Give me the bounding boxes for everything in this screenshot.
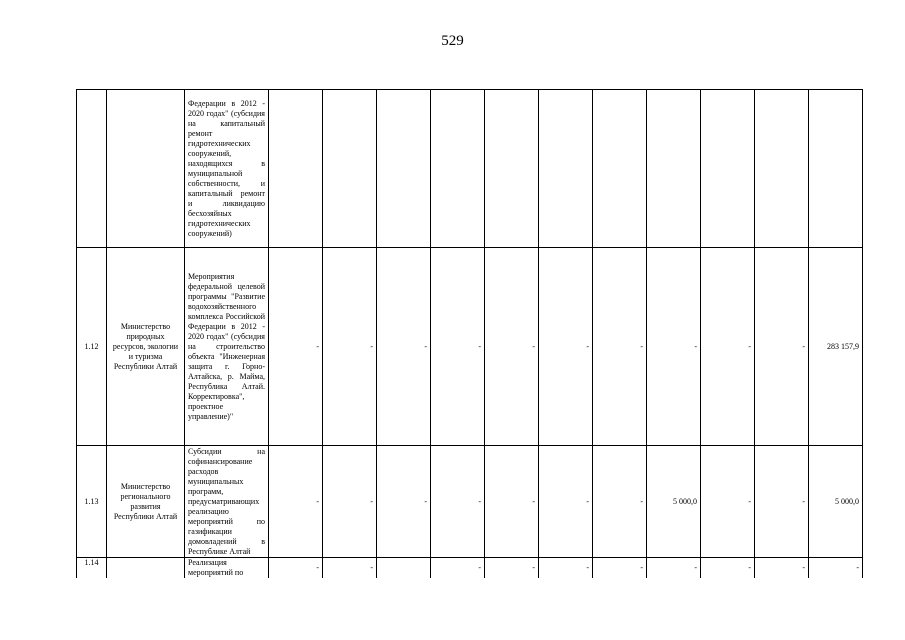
value-cell: - — [593, 558, 647, 579]
value-cell: - — [323, 446, 377, 558]
value-cell — [755, 90, 809, 248]
row-number: 1.14 — [77, 558, 107, 579]
value-cell: - — [755, 558, 809, 579]
value-cell: - — [647, 558, 701, 579]
value-cell: - — [647, 248, 701, 446]
value-cell: - — [377, 248, 431, 446]
value-cell — [377, 90, 431, 248]
description-cell: Реализация мероприятий по — [185, 558, 269, 579]
value-cell — [701, 90, 755, 248]
value-cell — [593, 90, 647, 248]
value-cell — [539, 90, 593, 248]
value-cell: - — [701, 558, 755, 579]
description-cell: Субсидии на софинансирование расходов муниципальных программ, предусматривающих реализацию мероприятий по газификации домовладений в Республике Алтай — [185, 446, 269, 558]
organization-cell — [107, 90, 185, 248]
value-cell: - — [485, 248, 539, 446]
value-cell: - — [593, 446, 647, 558]
value-cell: - — [377, 446, 431, 558]
organization-cell: Министерство регионального развития Республики Алтай — [107, 446, 185, 558]
value-cell — [269, 90, 323, 248]
value-cell: 5 000,0 — [809, 446, 863, 558]
row-number: 1.13 — [77, 446, 107, 558]
value-cell: - — [323, 558, 377, 579]
value-cell: - — [485, 558, 539, 579]
description-cell: Федерации в 2012 - 2020 годах" (субсидия на капитальный ремонт гидротехнических сооружений, находящихся в муниципальной собственности, и капитальный ремонт и ликвидацию бесхозяйных гидротехнических сооружений) — [185, 90, 269, 248]
value-cell: - — [269, 248, 323, 446]
value-cell: - — [431, 446, 485, 558]
value-cell: - — [269, 558, 323, 579]
row-number: 1.12 — [77, 248, 107, 446]
table-row — [77, 558, 863, 579]
value-cell: - — [323, 248, 377, 446]
value-cell — [809, 90, 863, 248]
value-cell — [323, 90, 377, 248]
value-cell: - — [701, 446, 755, 558]
value-cell — [647, 90, 701, 248]
organization-cell — [107, 558, 185, 579]
value-cell: - — [755, 446, 809, 558]
value-cell: - — [809, 558, 863, 579]
page-number: 529 — [441, 33, 464, 49]
description-cell: Мероприятия федеральной целевой программы "Развитие водохозяйственного комплекса Российской Федерации в 2012 - 2020 годах" (субсидия на строительство объекта "Инженерная защита г. Горно-Алтайска, р. Майма, Республика Алтай. Корректировка", проектное управление)" — [185, 248, 269, 446]
value-cell: - — [485, 446, 539, 558]
value-cell: - — [755, 248, 809, 446]
organization-cell: Министерство природных ресурсов, экологии и туризма Республики Алтай — [107, 248, 185, 446]
row-number — [77, 90, 107, 248]
value-cell: - — [431, 558, 485, 579]
table-row — [77, 446, 863, 558]
value-cell — [431, 90, 485, 248]
value-cell: - — [593, 248, 647, 446]
value-cell: - — [539, 446, 593, 558]
value-cell: 283 157,9 — [809, 248, 863, 446]
value-cell: - — [269, 446, 323, 558]
budget-table — [76, 89, 863, 578]
value-cell: - — [701, 248, 755, 446]
table-row — [77, 248, 863, 446]
value-cell: - — [431, 248, 485, 446]
table-body — [77, 90, 863, 579]
value-cell: - — [539, 558, 593, 579]
value-cell: 5 000,0 — [647, 446, 701, 558]
value-cell — [485, 90, 539, 248]
table-row — [77, 90, 863, 248]
value-cell — [377, 558, 431, 579]
value-cell: - — [539, 248, 593, 446]
